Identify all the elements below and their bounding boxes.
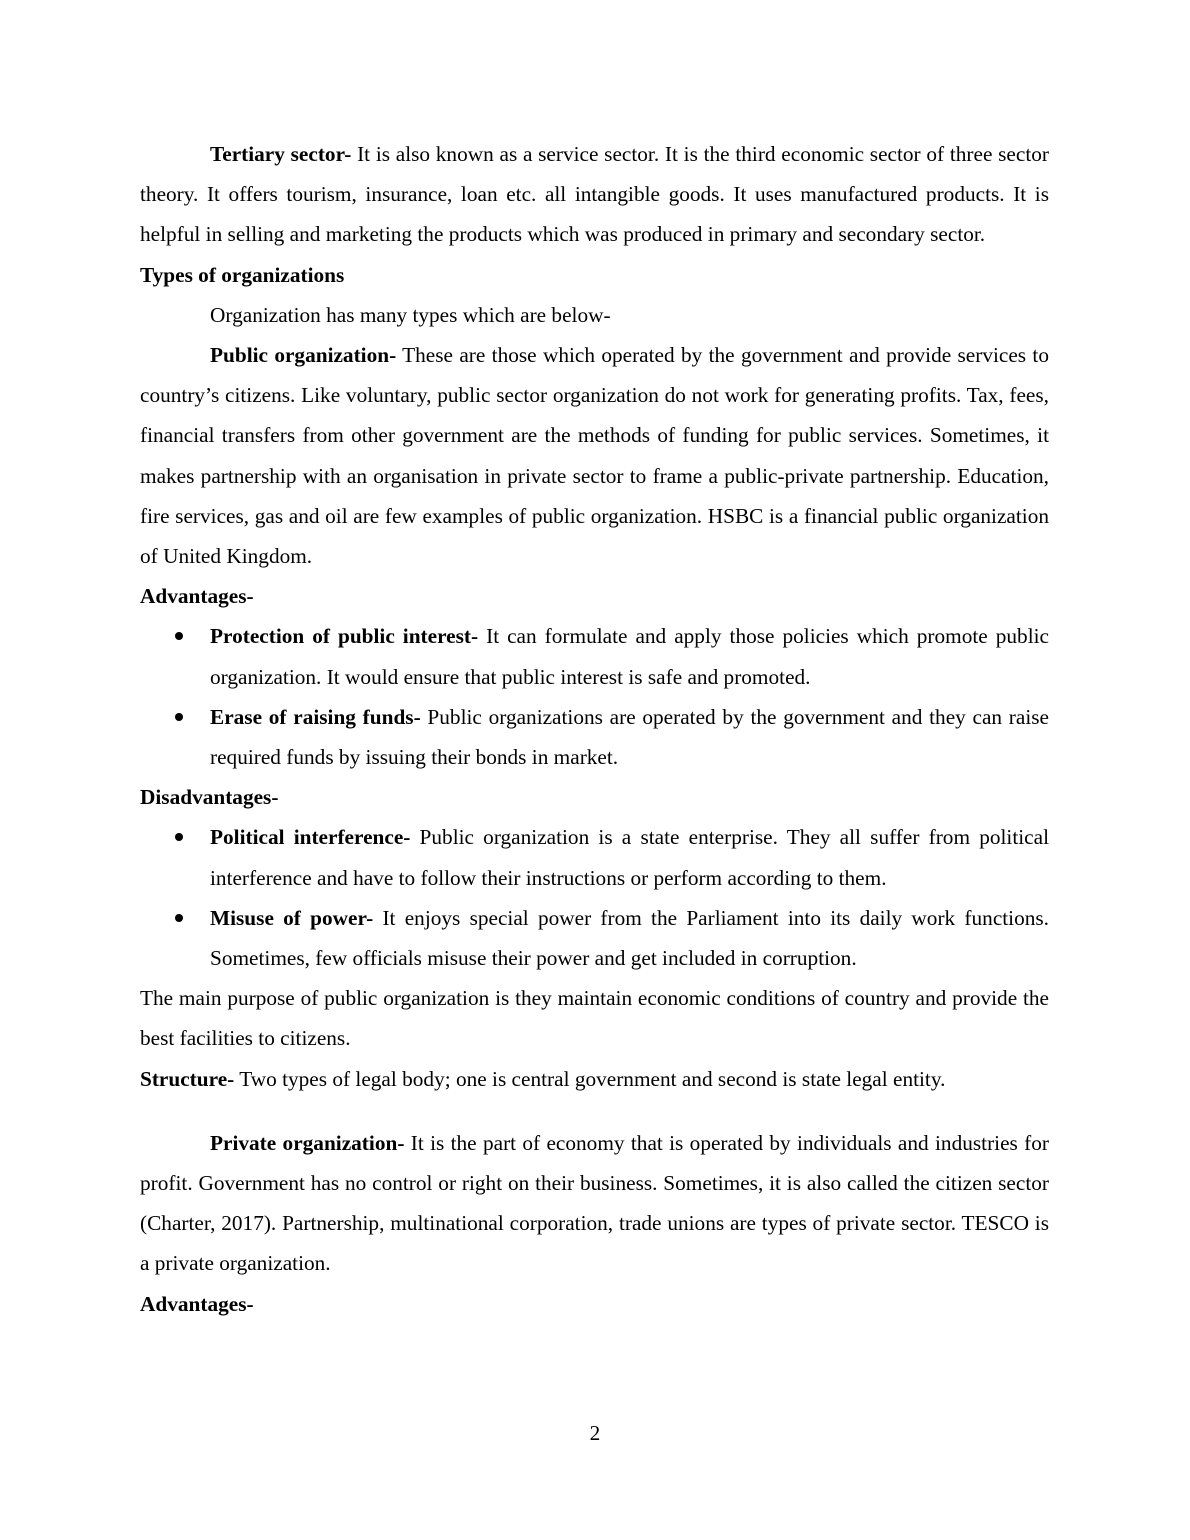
bullet-icon [175,713,183,721]
document-page [140,134,1049,1324]
bullet-icon [175,914,183,922]
list-item [140,697,1049,777]
public-advantages-list [140,616,1049,777]
list-item [140,898,1049,978]
list-item-text: Public organization is a state enterprise. They all suffer from political interference and have to follow their instructions or perform according to them. [210,825,1049,890]
list-item-term: Misuse of power- [210,905,374,930]
list-item-term: Political interference- [210,825,411,850]
private-term: Private organization- [210,1130,405,1155]
public-purpose: The main purpose of public organization is they maintain economic conditions of country and provide the best facilities to citizens. [140,986,1049,1051]
public-advantages-heading: Advantages- [140,584,254,609]
private-paragraph [140,1123,1049,1284]
list-item [140,817,1049,897]
list-item-text: It enjoys special power from the Parliament into its daily work functions. Sometimes, few officials misuse their power and get included in corruption. [210,905,1050,971]
list-item [140,616,1049,696]
list-item-term: Protection of public interest- [210,624,479,649]
page-number: 2 [589,1421,601,1445]
tertiary-text: It is also known as a service sector. It is the third economic sector of three sector theory. It offers tourism, insurance, loan etc. all intangible goods. It uses manufactured products. It is helpful in selling and marketing the products which was produced in primary and secondary sector. [140,142,1049,247]
list-item-text: It can formulate and apply those policies which promote public organization. It would ensure that public interest is safe and promoted. [210,624,1049,689]
public-term: Public organization- [210,343,397,368]
paragraph-gap [140,1099,1049,1123]
public-text: These are those which operated by the government and provide services to country’s citizens. Like voluntary, public sector organization do not work for generating profits. Tax, fees, financial transfers from other government are the methods of funding for public services. Sometimes, it makes partnership with an organisation in private sector to frame a public-private partnership. Education, fire services, gas and oil are few examples of public organization. HSBC is a financial public organization of United Kingdom. [140,343,1049,569]
public-disadvantages-list [140,817,1049,978]
bullet-icon [175,632,183,640]
public-disadvantages-heading: Disadvantages- [140,785,279,810]
list-item-text: Public organizations are operated by the government and they can raise required funds by issuing their bonds in market. [210,704,1050,770]
structure-term: Structure- [140,1066,235,1091]
types-intro: Organization has many types which are below- [210,302,611,327]
bullet-icon [175,833,183,841]
private-advantages-heading: Advantages- [140,1291,254,1316]
structure-text: Two types of legal body; one is central government and second is state legal entity. [234,1066,946,1091]
private-text: It is the part of economy that is operated by individuals and industries for profit. Government has no control or right on their business. Sometimes, it is also called the citizen sector (Charter, 2017). Partnership, multinational corporation, trade unions are types of private sector. TESCO is a private organization. [140,1130,1049,1276]
tertiary-term: Tertiary sector- [210,142,352,166]
tertiary-paragraph [140,134,1049,255]
public-paragraph [140,335,1049,576]
types-heading: Types of organizations [140,262,345,287]
structure-paragraph [140,1059,1049,1099]
list-item-term: Erase of raising funds- [210,704,421,729]
